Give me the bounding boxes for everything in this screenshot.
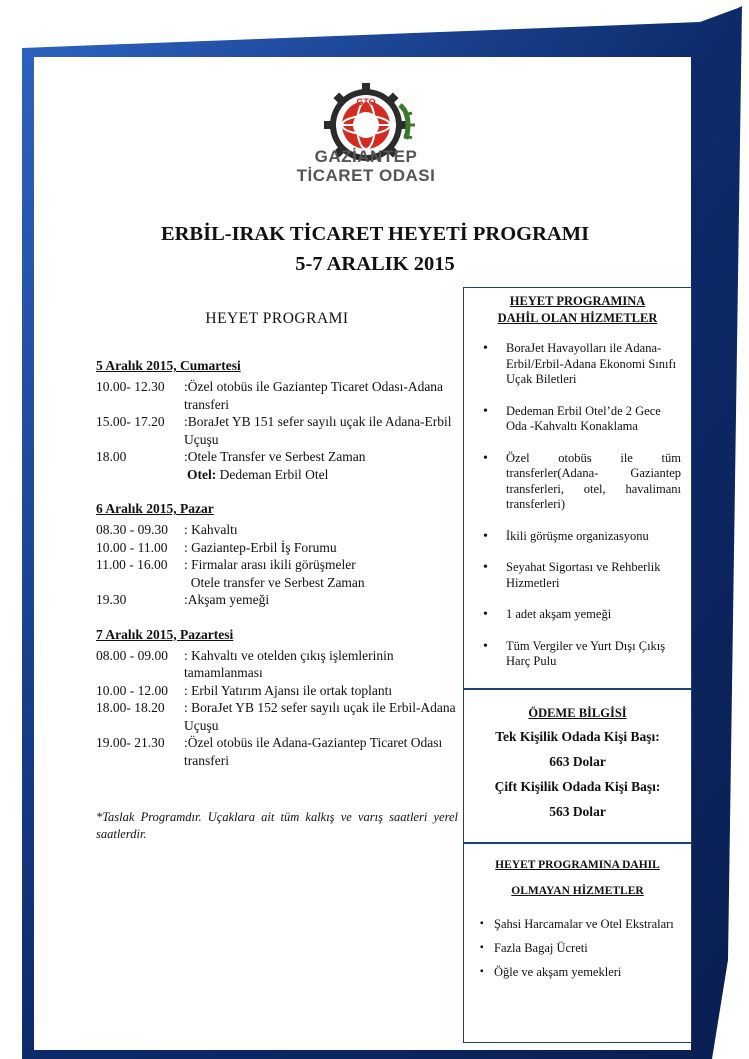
schedule-row (96, 591, 458, 609)
schedule-time: 10.00 - 12.00 (96, 682, 168, 698)
excluded-heading-line2: OLMAYAN HİZMETLER (511, 885, 644, 897)
schedule-time: 15.00- 17.20 (96, 414, 165, 429)
schedule-time: 08.30 - 09.30 (96, 522, 168, 537)
list-item: ▪ Şahsi Harcamalar ve Otel Ekstraları (464, 912, 691, 936)
schedule-time (96, 574, 184, 592)
excluded-list (464, 912, 691, 984)
list-item: • Dedeman Erbil Otel’de 2 Gece Oda -Kahvaltı Konaklama (464, 404, 691, 435)
double-room-label: Çift Kişilik Odada Kişi Başı: (494, 779, 661, 794)
schedule-row (96, 521, 458, 539)
list-item: • BoraJet Havayolları ile Adana-Erbil/Erbil-Adana Ekonomi Sınıfı Uçak Biletleri (464, 341, 691, 388)
schedule-desc: : BoraJet YB 152 sefer sayılı uçak ile Erbil-Adana Uçuşu (184, 700, 456, 733)
program-section (96, 310, 458, 843)
schedule-time: 18.00 (96, 449, 127, 464)
payment-box (463, 689, 692, 843)
list-item: ▪ Öğle ve akşam yemekleri (464, 960, 691, 984)
logo-name-line1: GAZİANTEP (314, 147, 418, 166)
schedule-row (96, 647, 458, 682)
logo-name-line2: TİCARET ODASI (296, 166, 436, 185)
schedule-desc: :Özel otobüs ile Gaziantep Ticaret Odası-Adana transferi (184, 379, 444, 412)
single-room-label: Tek Kişilik Odada Kişi Başı: (495, 729, 660, 744)
list-item: • İkili görüşme organizasyonu (464, 529, 691, 545)
logo-emblem-text: GTO (356, 97, 376, 107)
document-dates: 5-7 ARALIK 2015 (295, 253, 455, 275)
schedule-row (96, 682, 458, 700)
schedule-desc: :Özel otobüs ile Adana-Gaziantep Ticaret Odası transferi (184, 735, 443, 768)
schedule-row (96, 556, 458, 574)
included-list (464, 341, 691, 670)
schedule-desc: :Akşam yemeği (184, 592, 270, 607)
schedule-desc: :BoraJet YB 151 sefer sayılı uçak ile Adana-Erbil Uçuşu (184, 414, 452, 447)
schedule-row (96, 413, 458, 448)
schedule-row (96, 699, 458, 734)
schedule-desc: : Kahvaltı ve otelden çıkış işlemlerinin tamamlanması (184, 647, 394, 680)
schedule-row (96, 539, 458, 557)
double-room-price: 563 Dolar (549, 804, 606, 819)
schedule-desc: : Firmalar arası ikili görüşmeler (184, 557, 356, 572)
day-title: 6 Aralık 2015, Pazar (96, 501, 214, 516)
list-item: ▪ Fazla Bagaj Ücreti (464, 936, 691, 960)
schedule-row (96, 574, 458, 592)
schedule-row (96, 378, 458, 413)
included-services-box (463, 287, 692, 689)
list-item: • Özel otobüs ile tüm transferler(Adana- Gaziantep transferleri, otel, havalimanı transferleri) (464, 451, 691, 513)
schedule-desc: : Kahvaltı (184, 522, 238, 537)
list-item: • Tüm Vergiler ve Yurt Dışı Çıkış Harç Pulu (464, 639, 691, 670)
schedule-row (96, 448, 458, 466)
document-title: ERBİL-IRAK TİCARET HEYETİ PROGRAMI (160, 223, 590, 245)
excluded-heading-line1: HEYET PROGRAMINA DAHIL (495, 859, 660, 871)
schedule-time: 08.00 - 09.00 (96, 647, 168, 663)
hotel-label: Otel: (187, 466, 217, 482)
schedule-time: 10.00 - 11.00 (96, 539, 168, 555)
excluded-services-box (463, 843, 692, 1043)
included-heading-line2: DAHİL OLAN HİZMETLER (497, 311, 658, 325)
schedule-desc: Otele transfer ve Serbest Zaman (184, 574, 365, 590)
schedule-time: 11.00 - 16.00 (96, 557, 168, 572)
payment-heading: ÖDEME BİLGİSİ (528, 706, 627, 720)
schedule-time: 10.00- 12.30 (96, 379, 165, 394)
day-title: 7 Aralık 2015, Pazartesi (96, 626, 234, 642)
included-heading-line1: HEYET PROGRAMINA (509, 294, 646, 308)
program-heading: HEYET PROGRAMI (205, 310, 349, 327)
schedule-time: 19.30 (96, 592, 127, 607)
hotel-row (96, 466, 458, 484)
schedule-row (96, 734, 458, 769)
draft-note: *Taslak Programdır. Uçaklara ait tüm kalkış ve varış saatleri yerel saatlerdir. (96, 810, 458, 841)
list-item: • Seyahat Sigortası ve Rehberlik Hizmetleri (464, 560, 691, 591)
schedule-desc: :Otele Transfer ve Serbest Zaman (184, 449, 366, 464)
single-room-price: 663 Dolar (549, 754, 606, 769)
schedule-time: 19.00- 21.30 (96, 735, 165, 750)
hotel-value: Dedeman Erbil Otel (216, 466, 329, 482)
schedule-desc: : Gaziantep-Erbil İş Forumu (184, 539, 337, 555)
list-item: • 1 adet akşam yemeği (464, 607, 691, 623)
schedule-desc: : Erbil Yatırım Ajansı ile ortak toplantı (184, 682, 393, 698)
schedule-time: 18.00- 18.20 (96, 700, 165, 715)
day-title: 5 Aralık 2015, Cumartesi (96, 358, 241, 373)
